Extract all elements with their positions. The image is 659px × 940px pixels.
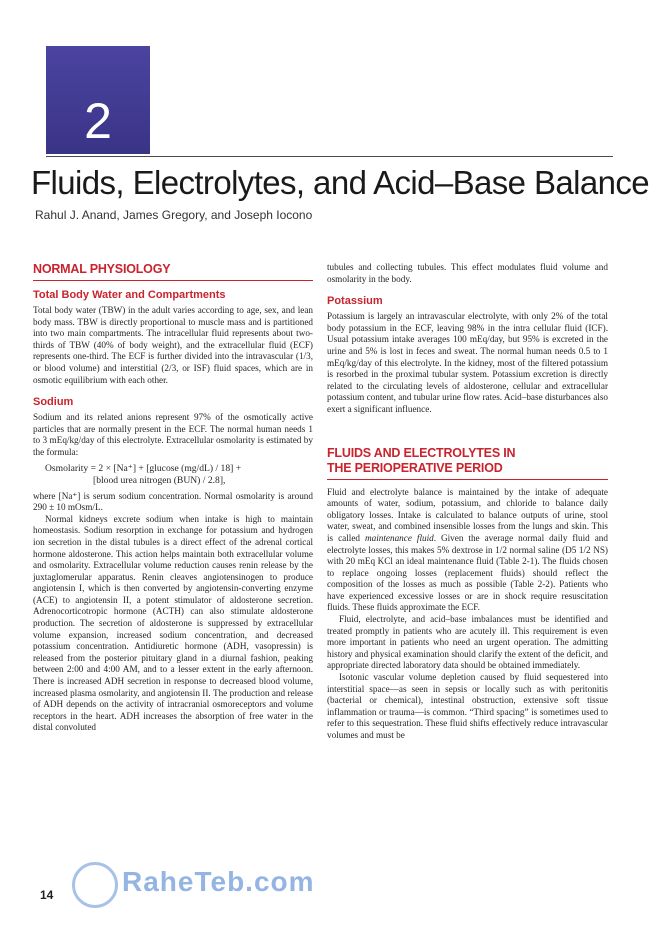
chapter-number: 2 [84,93,112,149]
watermark-text: RaheTeb.com [122,866,315,897]
section-heading-line-1: FLUIDS AND ELECTROLYTES IN [327,445,516,460]
paragraph-sodium: Sodium and its related anions represent 97% of the osmotically active particles that are normally present in the ECF. The normal human needs 1 to 3 mEq/kg/day of this electrolyte. Extracellular osmolarity is estimated by the formula: [33,412,313,457]
paragraph-maintenance-part-b: . Given the average normal daily fluid and electrolyte losses, this makes 5% dextrose in 1/2 normal saline (D5 1/2 NS) with 20 mEq KCl an ideal maintenance fluid (Table 2-1). The fluids chosen to replace ongoing losses (replacement fluids) should reflect the composition of the losses as much as possible (Table 2-2). Patients who have experienced excessive losses or are in shock require resuscitation fluids. These fluids approximate the ECF. [327,532,608,613]
section-spacer [327,416,608,446]
paragraph-kidney: Normal kidneys excrete sodium when intake is high to maintain homeostasis. Sodium resorption in exchange for potassium and hydrogen ion secretion in the distal tubules is a direct effect of the adrenal cortical hormone aldosterone. This action helps maintain both extracellular volume and osmolarity. Extracellular volume reduction causes renin release by the juxtaglomerular apparatus. Renin cleaves angiotensinogen to produce angiotensin I, which is then converted by angiotensin-converting enzyme (ACE) to angiotensin II, a potent stimulator of aldosterone secretion. Adrenocorticotropic hormone (ACTH) can also stimulate aldosterone production. The secretion of aldosterone is suppressed by extracellular volume expansion, increased sodium concentration, and decreased potassium concentration. Antidiuretic hormone (ADH, vasopressin) is released from the posterior pituitary gland in a diurnal fashion, peaking between 2:00 and 4:00 AM, and to a lesser extent in the early afternoon. There is increased ADH secretion in response to decreased blood volume, increased plasma osmolarity, and angiotensin II. The production and release of ADH depends on the activity of intracranial osmoreceptors and volume receptors in the heart. ADH increases the absorption of free water in the distal convoluted [33,513,313,733]
paragraph-potassium: Potassium is largely an intravascular electrolyte, with only 2% of the total body potassium in the ECF, leaving 98% in the intra cellular fluid (ICF). Usual potassium intake averages 100 mEq/day, but 95% is excreted in the urine and 5% is lost in feces and sweat. The normal human needs 0.5 to 1 mEq/kg/day of this electrolyte. In the kidney, most of the filtered potassium is resorbed in the proximal tubular system. Potassium excretion is directly related to the circulating levels of aldosterone, cellular and extracellular potassium content, and tubular urine flow rates. Acid–base disturbances also exert a significant influence. [327,311,608,414]
chapter-title: Fluids, Electrolytes, and Acid–Base Balance [31,164,650,201]
right-column [327,262,608,742]
paragraph-third-spacing: Isotonic vascular volume depletion caused by fluid sequestered into interstitial space—as seen in sepsis or locally such as with peritonitis (bacterial or chemical), intestinal obstruction, extensive soft tissue inflammation or trauma—is common. “Third spacing” is sometimes used to refer to this sequestration. These fluid shifts effectively reduce intravascular volumes and must be [327,672,608,740]
paragraph-imbalances: Fluid, electrolyte, and acid–base imbalances must be identified and treated promptly in patients who are acutely ill. This requirement is even more important in patients who need an urgent operation. The admitting history and physical examination should clarify the extent of the deficit, and appropriate directed laboratory data should be obtained immediately. [327,614,608,671]
heading-gap [327,480,608,487]
left-column [33,262,313,734]
subheading-sodium: Sodium [33,396,74,409]
subheading-total-body-water: Total Body Water and Compartments [33,289,226,301]
term-maintenance-fluid: maintenance fluid [364,532,434,543]
osmolarity-formula [33,463,313,487]
section-heading-perioperative [327,446,608,480]
section-heading-normal-physiology: NORMAL PHYSIOLOGY [33,262,313,281]
paragraph-maintenance [327,487,608,615]
formula-line-1: Osmolarity = 2 × [Na⁺] + [glucose (mg/dL) / 18] + [45,462,242,474]
chapter-number-tab [46,46,150,154]
formula-line-2: [blood urea nitrogen (BUN) / 2.8], [93,474,226,486]
paragraph-continued: tubules and collecting tubules. This effect modulates fluid volume and osmolarity in the body. [327,262,608,284]
watermark-logo-icon [72,862,118,908]
paragraph-sodium-after-formula: where [Na⁺] is serum sodium concentration. Normal osmolarity is around 290 ± 10 mOsm/L. [33,490,313,513]
section-heading-line-2: THE PERIOPERATIVE PERIOD [327,460,503,475]
title-rule [46,156,613,157]
chapter-authors: Rahul J. Anand, James Gregory, and Joseph Iocono [35,208,313,222]
subheading-potassium: Potassium [327,295,383,308]
paragraph-maintenance-part-a: Fluid and electrolyte balance is maintained by the intake of adequate amounts of water, sodium, potassium, and chloride to balance daily obligatory losses. Intake is calculated to balance outputs of urine, stool water, sweat, and combined insensible losses from the lungs and skin. This is called [327,486,608,543]
paragraph-tbw: Total body water (TBW) in the adult varies according to age, sex, and lean body mass. TBW is directly proportional to muscle mass and is partitioned into two main compartments. The intracellular fluid represents about two-thirds of TBW (40% of body weight), and the extracellular fluid (ECF) represents one-third. The ECF is further divided into the intravascular (1/3, or blood volume) and interstitial (2/3, or ISF) fluid spaces, which are in osmotic equilibrium with each other. [33,305,313,385]
page-number: 14 [40,888,54,902]
watermark [64,858,314,904]
